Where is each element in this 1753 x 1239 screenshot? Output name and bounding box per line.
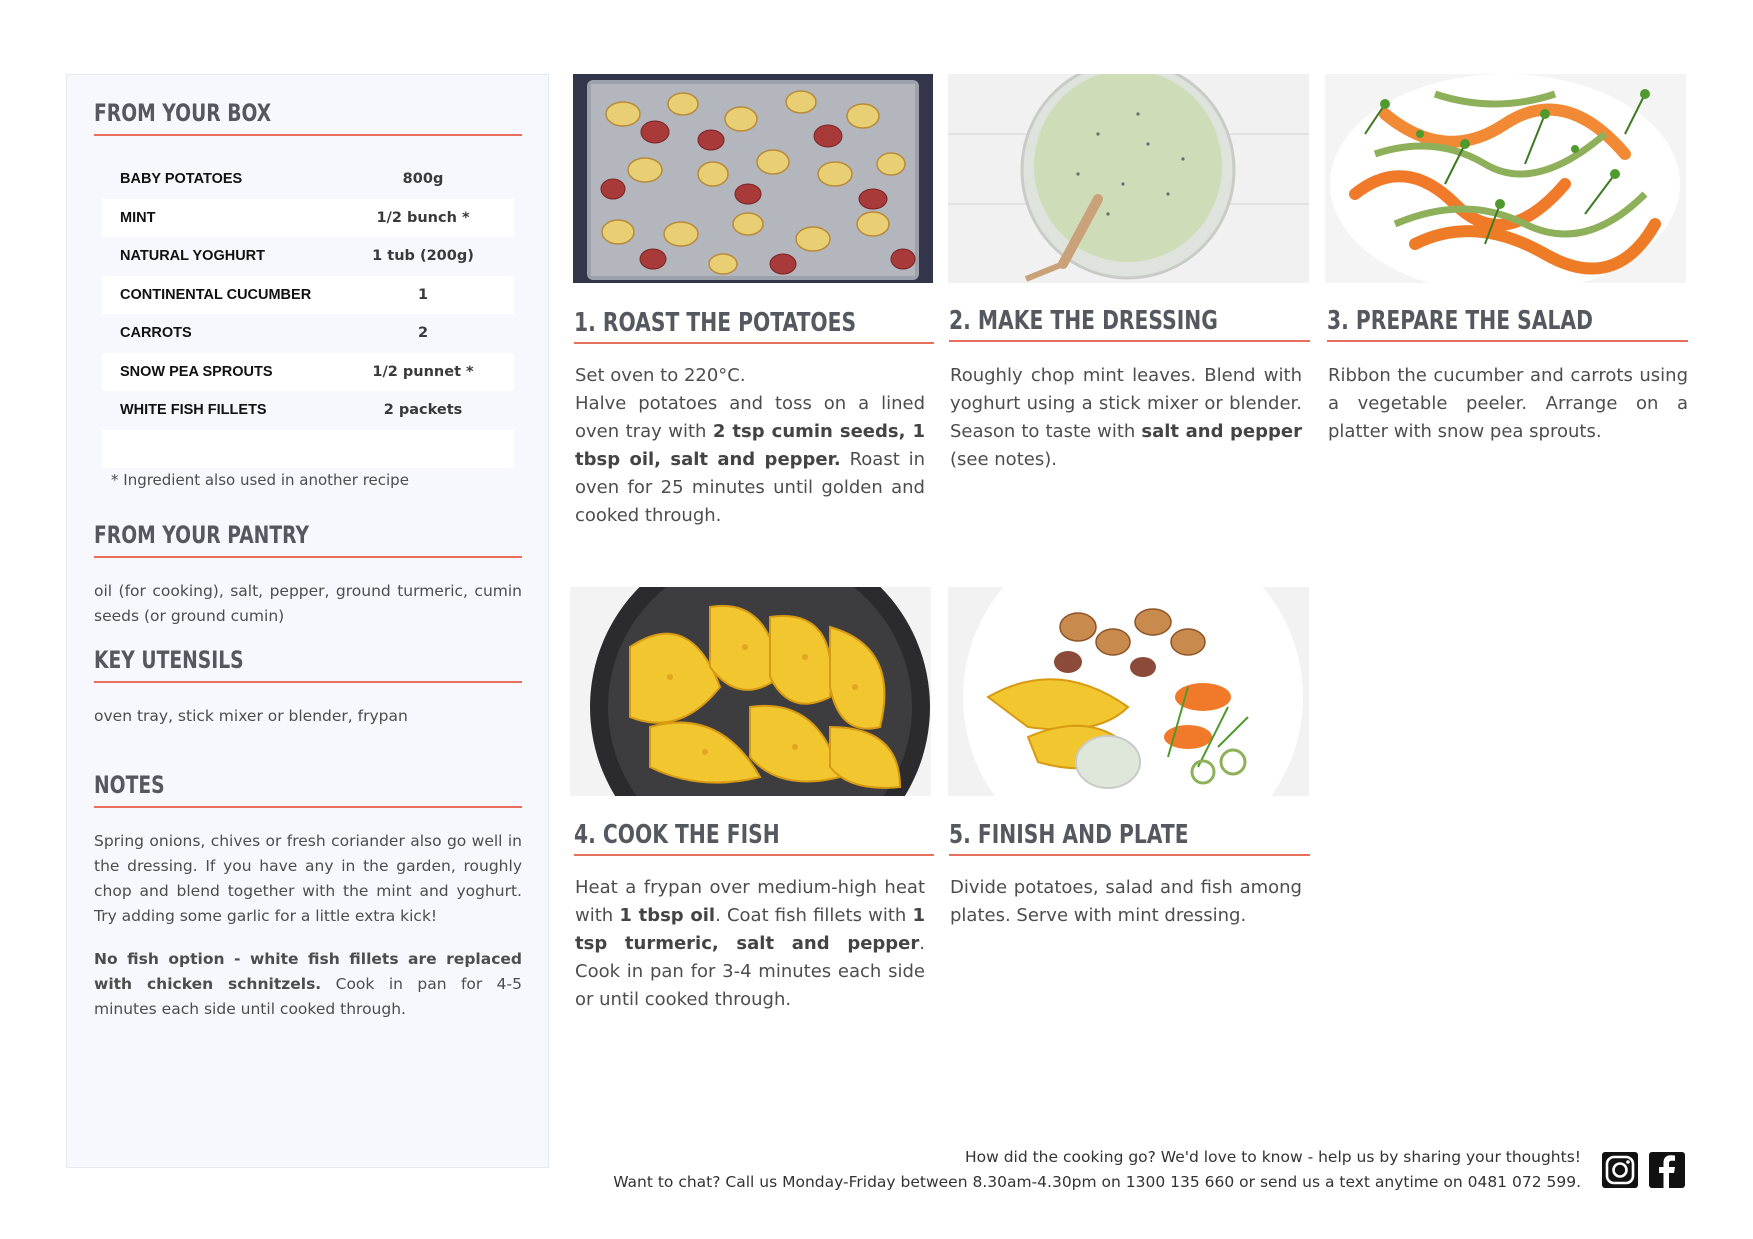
ingredient-footnote: * Ingredient also used in another recipe [111,471,409,489]
ingredient-row-empty [102,430,514,469]
step-1-text [575,362,925,530]
step-2-rule [949,340,1310,342]
heading-rule [94,556,522,558]
ingredient-qty: 1/2 bunch * [376,209,470,226]
cook-fish-photo [570,587,931,796]
step-2-text-a: Roughly chop mint leaves. Blend with yoghurt using a stick mixer or blender. Season to taste with [950,365,1302,442]
step-1-text-a: Halve potatoes and toss on a lined oven tray with [575,393,925,442]
contact-text: Want to chat? Call us Monday-Friday between 8.30am-4.30pm on 1300 135 660 or send us a text anytime on 0481 072 599. [613,1173,1581,1191]
step-4-text-a: Heat a frypan over medium-high heat with [575,877,925,926]
finish-plate-photo [948,587,1309,796]
heading-rule [94,806,522,808]
ingredient-qty: 1 tub (200g) [372,248,474,265]
step-2-text-c: (see notes). [950,449,1057,470]
mint-dressing-photo [948,74,1309,283]
no-fish-option-text [94,947,522,1022]
ingredient-name: BABY POTATOES [120,171,243,188]
from-your-pantry-heading: FROM YOUR PANTRY [94,521,310,549]
ingredients-table [102,160,514,468]
ingredient-qty: 800g [402,171,444,188]
step-3-text: Ribbon the cucumber and carrots using a vegetable peeler. Arrange on a platter with snow pea sprouts. [1328,365,1688,442]
step-1-title: 1. ROAST THE POTATOES [574,308,857,338]
step-5-title: 5. FINISH AND PLATE [949,820,1189,850]
step-4-rule [574,854,934,856]
ingredient-row [102,314,514,353]
ingredients-sidebar [66,74,549,1168]
no-fish-option-rest: Cook in pan for 4-5 minutes each side until cooked through. [94,975,523,1018]
step-5-rule [949,854,1310,856]
step-2-bold: salt and pepper [1141,421,1302,442]
facebook-icon[interactable] [1649,1152,1685,1188]
step-1-line-1: Set oven to 220°C. [575,365,746,386]
ingredient-name: CONTINENTAL CUCUMBER [120,286,312,303]
instagram-icon[interactable] [1602,1152,1638,1188]
ingredient-qty: 2 [417,325,429,342]
ingredient-qty: 2 packets [383,402,463,419]
step-2-title: 2. MAKE THE DRESSING [949,306,1218,336]
heading-rule [94,681,522,683]
step-4-title: 4. COOK THE FISH [574,820,780,850]
step-4-text [575,874,925,1014]
step-5-text: Divide potatoes, salad and fish among plates. Serve with mint dressing. [950,877,1302,926]
step-1-text-c: Roast in oven for 25 minutes until golden and cooked through. [575,449,925,526]
heading-rule [94,134,522,136]
step-4-bold-1: 1 tbsp oil [619,905,716,926]
from-your-box-heading: FROM YOUR BOX [94,99,272,127]
roast-potatoes-photo [573,74,933,283]
utensils-text: oven tray, stick mixer or blender, frypan [94,707,408,725]
step-1-line-2 [575,390,925,530]
step-2-text [950,362,1302,474]
step-1-rule [574,342,934,344]
ingredient-name: NATURAL YOGHURT [120,248,265,265]
notes-text: Spring onions, chives or fresh coriander also go well in the dressing. If you have any in the garden, roughly chop and blend together with the mint and yoghurt. Try adding some garlic for a little extra kick! [94,832,522,925]
pantry-text: oil (for cooking), salt, pepper, ground turmeric, cumin seeds (or ground cumin) [94,582,522,625]
step-4-bold-2: 1 tsp turmeric, salt and pepper [575,905,925,954]
step-3-title: 3. PREPARE THE SALAD [1327,306,1593,336]
feedback-text: How did the cooking go? We'd love to know - help us by sharing your thoughts! [964,1148,1581,1166]
ingredient-name: SNOW PEA SPROUTS [120,363,273,380]
notes-heading: NOTES [94,771,165,799]
ingredient-row [102,353,514,392]
ingredient-row [102,160,514,199]
ingredient-qty: 1/2 punnet * [372,363,474,380]
step-1-bold: 2 tsp cumin seeds, 1 tbsp oil, salt and pepper. [575,421,925,470]
no-fish-option-bold: No fish option - white fish fillets are replaced with chicken schnitzels. [94,950,522,993]
ingredient-row [102,391,514,430]
salad-photo [1325,74,1686,283]
step-3-rule [1327,340,1688,342]
ingredient-name: MINT [120,209,156,226]
ingredient-row [102,237,514,276]
step-4-text-c: . Coat fish fillets with [715,905,913,926]
ingredient-row [102,199,514,238]
ingredient-qty: 1 [417,286,429,303]
ingredient-name: WHITE FISH FILLETS [120,402,267,419]
ingredient-row [102,276,514,315]
key-utensils-heading: KEY UTENSILS [94,646,244,674]
ingredient-name: CARROTS [120,325,192,342]
step-4-text-e: . Cook in pan for 3-4 minutes each side or until cooked through. [575,933,925,1010]
